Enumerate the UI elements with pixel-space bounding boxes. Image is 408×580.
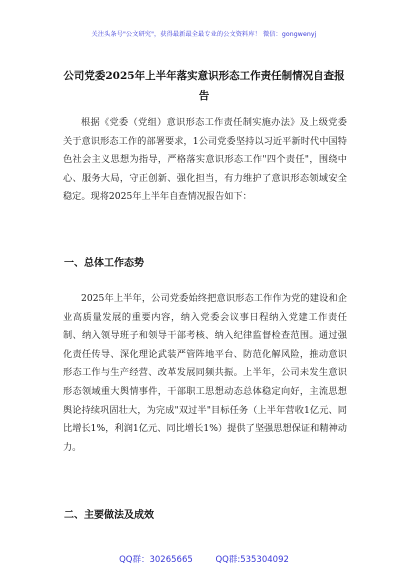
contact-footer xyxy=(0,553,408,565)
qq-group-1: QQ群：30265665 xyxy=(119,555,193,565)
promo-header: 关注头条号"公文研究"，获得最新最全最专业的公文资料库！ 微信：gongwenyj xyxy=(91,31,317,38)
qq-group-2: QQ群:535304092 xyxy=(215,555,289,565)
section-1-paragraph: 2025年上半年，公司党委始终把意识形态工作作为党的建设和企业高质量发展的重要内容，纳入党委会议事日程纳入党建工作责任制、纳入领导班子和领导干部考核、纳入纪律监督检查范围。通过强化责任传导、深化理论武装严管阵地平台、防范化解风险，推动意识形态工作与生产经营、改革发展同频共振。上半年，公司未发生意识形态领域重大舆情事件，干部职工思想动态总体稳定向好，主流思想舆论持续巩固壮大，为完成"双过半"目标任务（上半年营收1亿元、同比增长1%，利润1亿元、同比增长1%）提供了坚强思想保证和精神动力。 xyxy=(63,293,347,453)
section-1-heading: 一、总体工作态势 xyxy=(64,258,144,269)
document-title: 公司党委2025年上半年落实意识形态工作责任制情况自查报告 xyxy=(63,70,345,102)
section-2-heading: 二、主要做法及成效 xyxy=(64,510,154,521)
intro-paragraph: 根据《党委（党组）意识形态工作责任制实施办法》及上级党委关于意识形态工作的部署要求，1公司党委坚持以习近平新时代中国特色社会主义思想为指导，严格落实意识形态工作"四个责任"，围绕中心、服务大局，守正创新、强化担当，有力维护了意识形态领域安全稳定。现将2025年上半年自查情况报告如下： xyxy=(63,117,347,203)
